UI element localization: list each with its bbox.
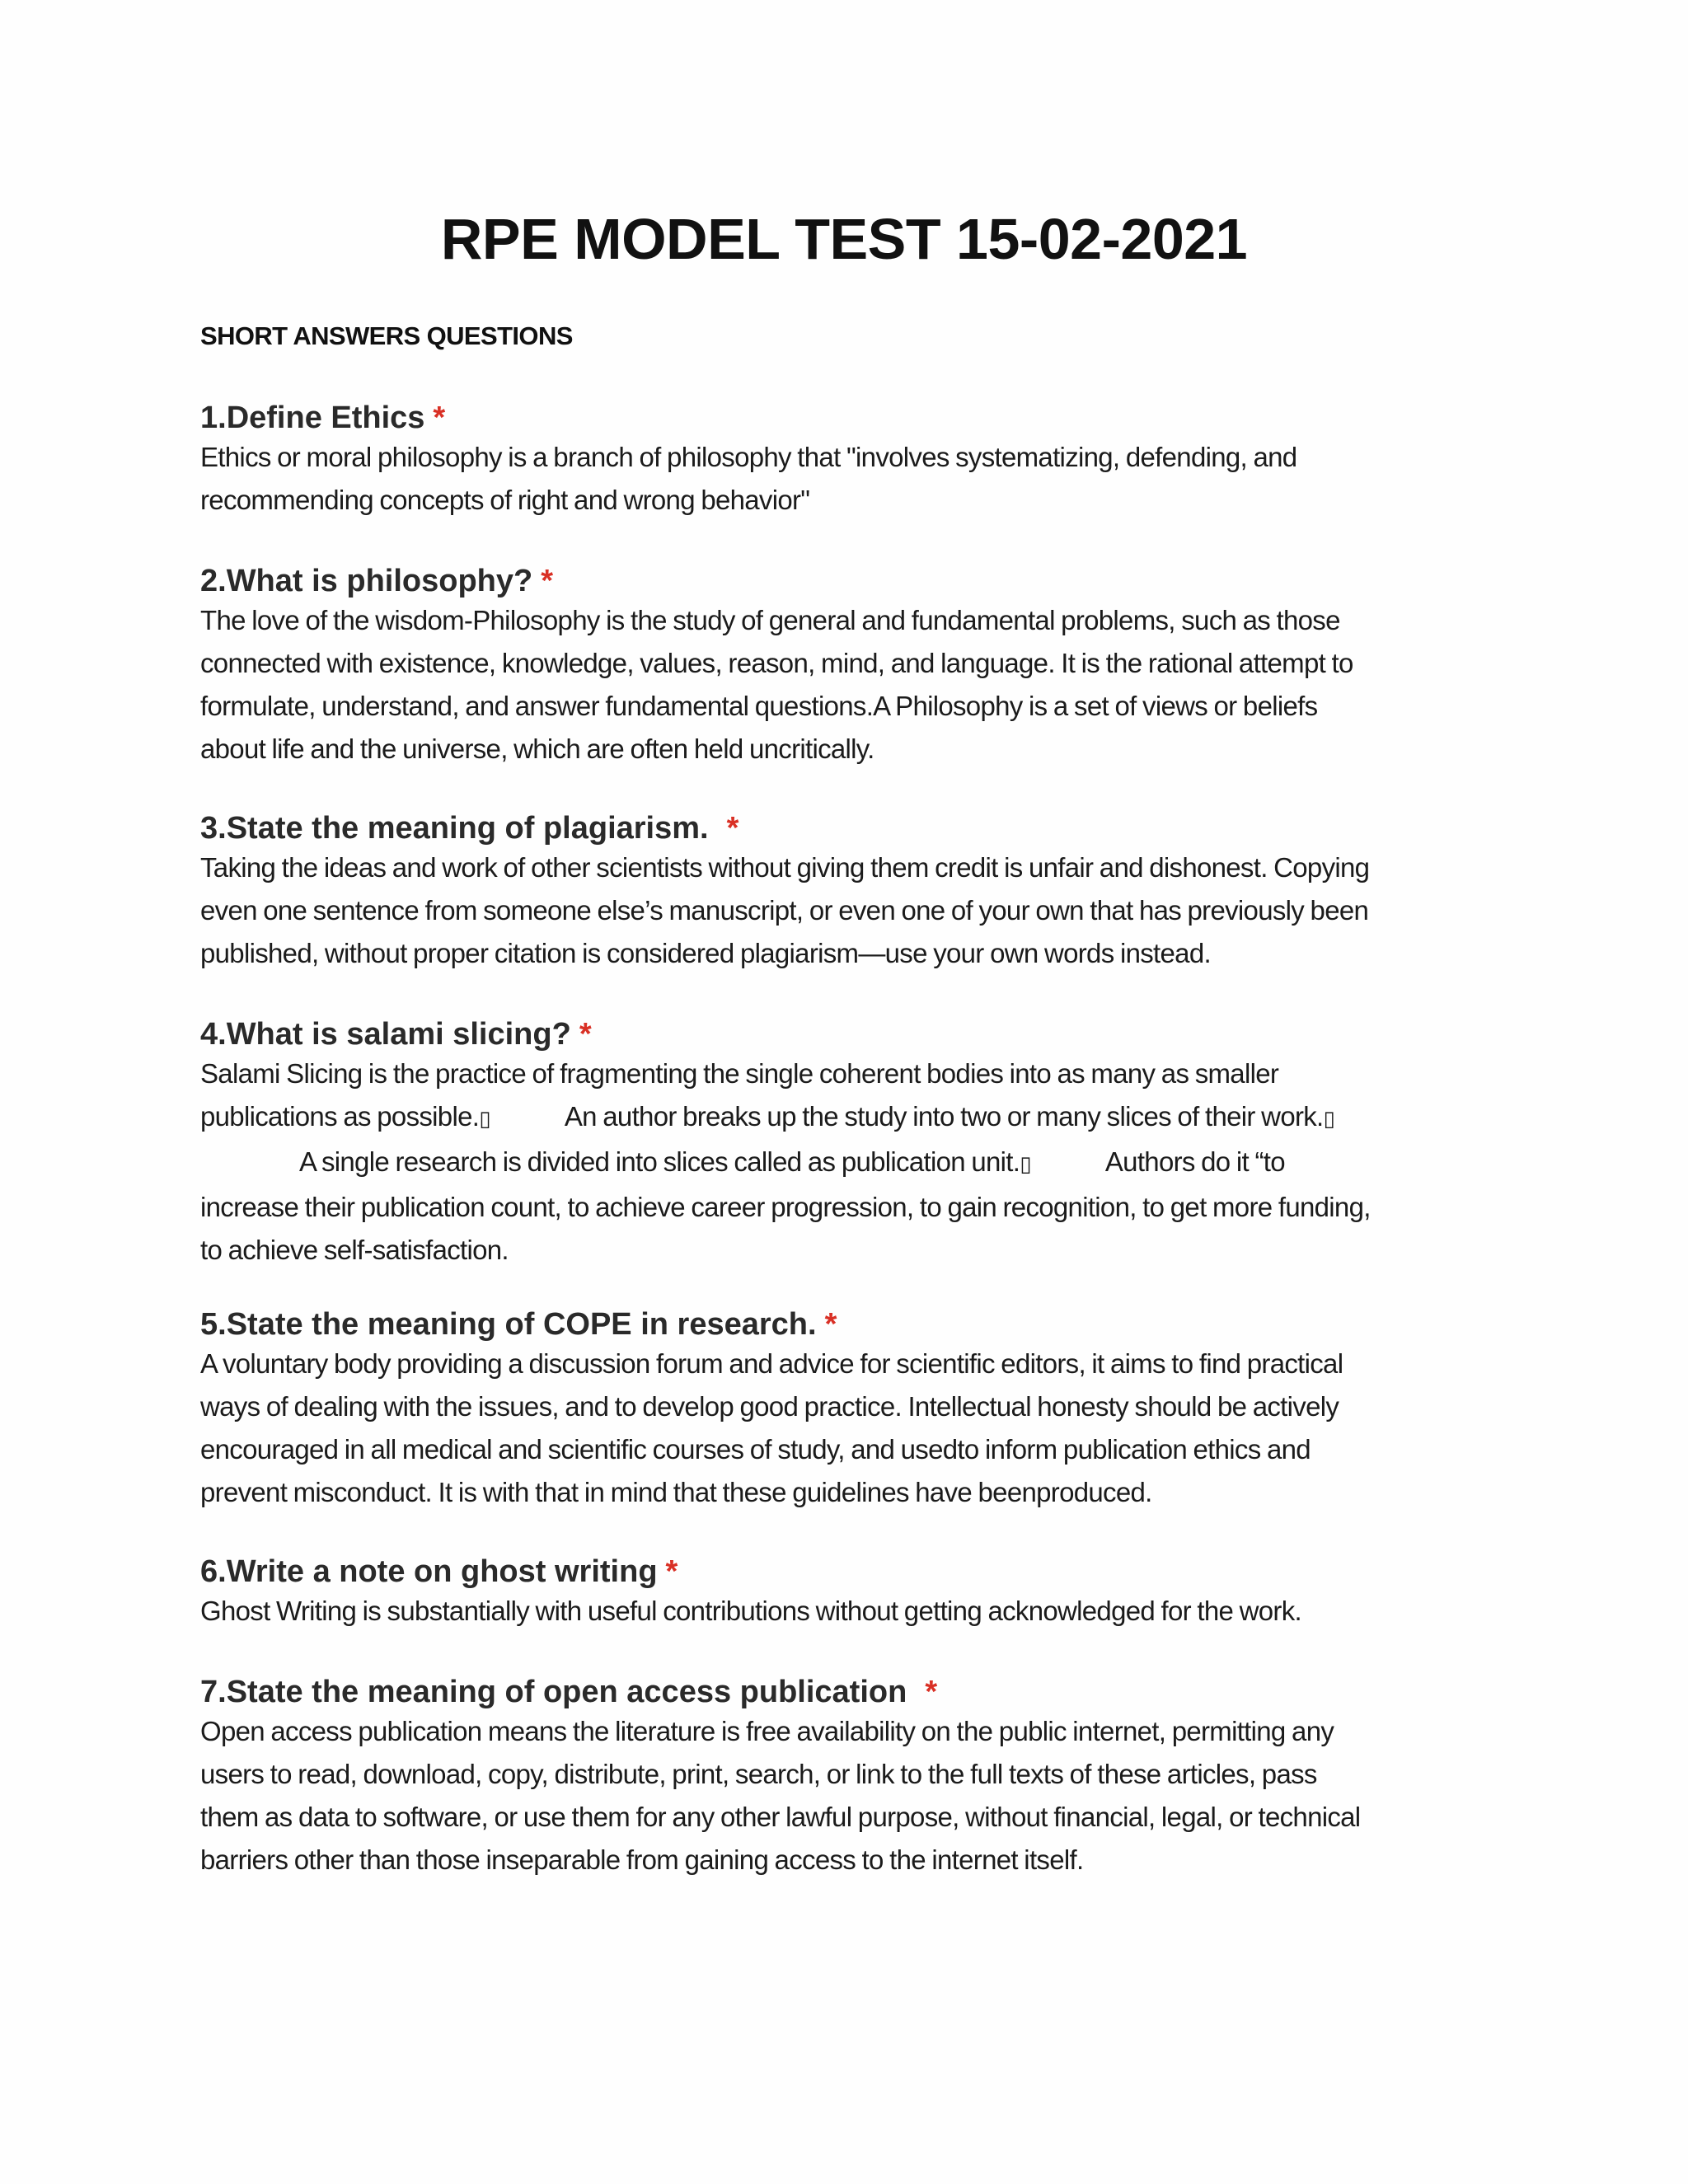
question-answer (200, 1052, 1511, 1272)
answer-line: published, without proper citation is considered plagiarism—use your own words instead. (200, 938, 1211, 968)
missing-glyph-icon: ▯ (1323, 1107, 1335, 1132)
answer-line: Ghost Writing is substantially with useful contributions without getting acknowledged for the work. (200, 1596, 1301, 1626)
required-star: * (665, 1554, 678, 1589)
answer-line: prevent misconduct. It is with that in mind that these guidelines have beenproduced. (200, 1477, 1152, 1507)
answer-line: connected with existence, knowledge, values, reason, mind, and language. It is the rational attempt to (200, 648, 1353, 678)
answer-line: recommending concepts of right and wrong behavior" (200, 485, 810, 515)
answer-line: Ethics or moral philosophy is a branch of philosophy that "involves systematizing, defending, and (200, 442, 1297, 472)
question-title (200, 1674, 1511, 1710)
question-5 (200, 1306, 1511, 1514)
question-answer (200, 846, 1511, 975)
answer-line: The love of the wisdom-Philosophy is the study of general and fundamental problems, such as those (200, 605, 1340, 635)
question-title-text: 1.Define Ethics (200, 401, 425, 435)
missing-glyph-icon: ▯ (479, 1107, 490, 1132)
question-title-text: 2.What is philosophy? (200, 564, 533, 598)
answer-line: barriers other than those inseparable from gaining access to the internet itself. (200, 1844, 1084, 1875)
required-star: * (579, 1017, 592, 1052)
answer-line: Taking the ideas and work of other scientists without giving them credit is unfair and dishonest. Copying (200, 852, 1370, 883)
question-answer (200, 436, 1511, 522)
answer-segment: publications as possible. (200, 1101, 480, 1132)
question-6 (200, 1554, 1511, 1633)
question-7 (200, 1674, 1511, 1882)
answer-line: formulate, understand, and answer fundamental questions.A Philosophy is a set of views or beliefs (200, 691, 1318, 721)
answer-line: Salami Slicing is the practice of fragmenting the single coherent bodies into as many as smaller (200, 1058, 1279, 1089)
answer-line (200, 1095, 1511, 1141)
question-title (200, 1016, 1511, 1052)
answer-line: about life and the universe, which are often held uncritically. (200, 733, 874, 764)
answer-line: increase their publication count, to achieve career progression, to gain recognition, to get more funding, (200, 1192, 1371, 1222)
answer-segment: Authors do it “to (1104, 1146, 1285, 1177)
question-1 (200, 400, 1511, 522)
required-star: * (541, 564, 554, 598)
page-title: RPE MODEL TEST 15-02-2021 (440, 207, 1248, 271)
answer-line: users to read, download, copy, distribute, print, search, or link to the full texts of these articles, pass (200, 1759, 1317, 1789)
answer-segment: An author breaks up the study into two or many slices of their work. (564, 1101, 1324, 1132)
question-2 (200, 563, 1511, 771)
question-title (200, 1554, 1511, 1590)
question-title (200, 810, 1511, 846)
answer-segment: A single research is divided into slices called as publication unit. (299, 1146, 1020, 1177)
answer-line: Open access publication means the literature is free availability on the public internet, permitting any (200, 1716, 1334, 1746)
question-answer (200, 1590, 1511, 1633)
required-star: * (925, 1675, 938, 1709)
question-title-text: 6.Write a note on ghost writing (200, 1554, 658, 1589)
question-answer (200, 1343, 1511, 1514)
question-title-text: 4.What is salami slicing? (200, 1017, 571, 1052)
required-star: * (726, 811, 739, 846)
required-star: * (824, 1307, 837, 1342)
answer-line (200, 1141, 1511, 1186)
question-title (200, 563, 1511, 599)
question-title-text: 7.State the meaning of open access publication (200, 1675, 907, 1709)
question-answer (200, 599, 1511, 771)
question-answer (200, 1710, 1511, 1882)
answer-line: them as data to software, or use them for any other lawful purpose, without financial, legal, or technical (200, 1802, 1361, 1832)
answer-line: to achieve self-satisfaction. (200, 1235, 509, 1265)
question-4 (200, 1016, 1511, 1272)
question-title-text: 5.State the meaning of COPE in research. (200, 1307, 817, 1342)
missing-glyph-icon: ▯ (1020, 1152, 1031, 1177)
question-title (200, 400, 1511, 436)
answer-line: A voluntary body providing a discussion forum and advice for scientific editors, it aims to find practical (200, 1348, 1343, 1379)
question-title-text: 3.State the meaning of plagiarism. (200, 811, 709, 846)
answer-line: even one sentence from someone else’s manuscript, or even one of your own that has previously been (200, 895, 1369, 926)
question-3 (200, 810, 1511, 975)
section-subtitle: SHORT ANSWERS QUESTIONS (200, 321, 573, 350)
question-title (200, 1306, 1511, 1343)
answer-line: ways of dealing with the issues, and to develop good practice. Intellectual honesty should be actively (200, 1391, 1339, 1422)
answer-line: encouraged in all medical and scientific courses of study, and usedto inform publication ethics and (200, 1434, 1311, 1465)
required-star: * (433, 401, 446, 435)
